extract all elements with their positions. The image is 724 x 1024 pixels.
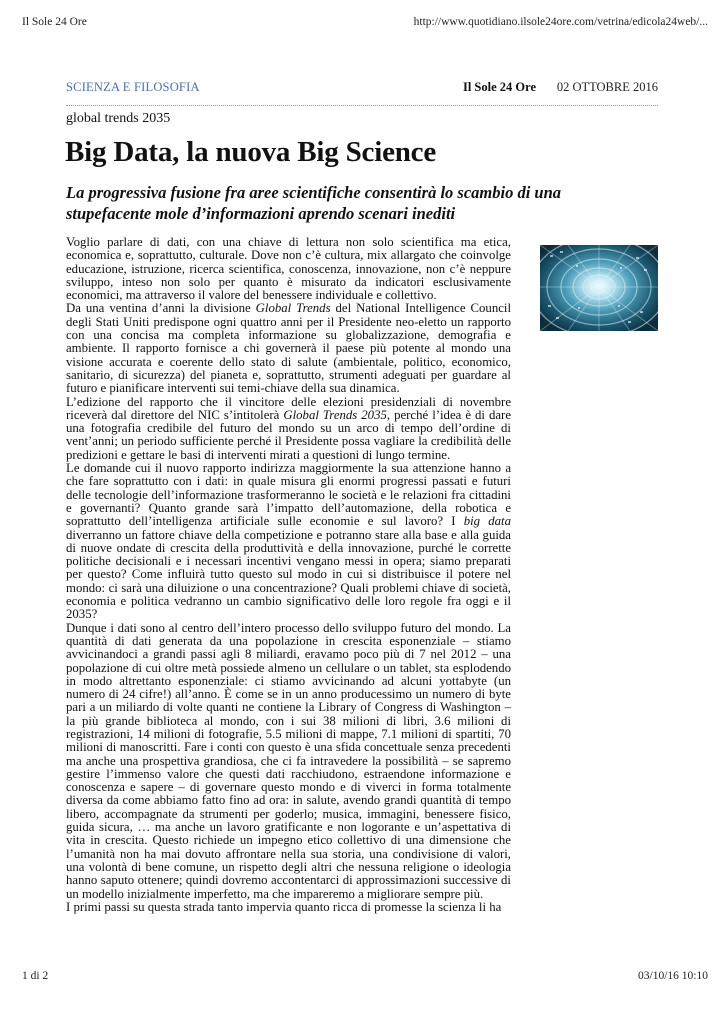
newspaper-name: Il Sole 24 Ore — [462, 80, 536, 94]
browser-url[interactable]: http://www.quotidiano.ilsole24ore.com/vetrina/edicola24web/... — [413, 16, 708, 28]
paragraph-2: Da una ventina d’anni la divisione Global Trends del National Intelligence Council degli Stati Uniti predispone ogni quattro anni per il Presidente neo-eletto un rapporto con una concisa ma completa informazione su globalizzazione, demografia e ambiente. Il rapporto fornisce a chi governerà il paese più potente al mondo una visione accurata e coerente dello stato di salute (ambientale, politico, economico, sanitario, di sicurezza) del pianeta e, soprattutto, strumenti adeguati per guardare al futuro e pianificare interventi sui temi-chiave della sua dinamica. — [66, 301, 512, 396]
paragraph-4: Le domande cui il nuovo rapporto indirizza maggiormente la sua attenzione hanno a che fare soprattutto con i dati: in quale misura gli enormi progressi passati e futuri delle tecnologie dell’informazione trasformeranno le società e le relazioni fra cittadini e governanti? Quanto grande sarà l’impatto dell’automazione, della robotica e soprattutto dell’intelligenza artificiale sulle economie e sul lavoro? I big data diverranno un fattore chiave della competizione e potranno stare alla base e alla guida di nuove ondate di crescita della produttività e della innovazione, purché le corrette politiche decisionali e i necessari incentivi vengano messi in opera; siamo preparati per questo? Come influirà tutto questo sul modo in cui si distribuisce il potere nel mondo: ci sarà una diluizione o una concentrazione? Quali problemi chiave di società, economia e politica vedranno un cambio significativo delle loro regole fra oggi e il 2035? — [66, 461, 511, 622]
data-tunnel-image — [540, 245, 658, 331]
masthead — [66, 80, 658, 106]
page-counter: 1 di 2 — [22, 970, 49, 982]
section-label: SCIENZA E FILOSOFIA — [66, 80, 200, 94]
paragraph-5: Dunque i dati sono al centro dell’intero processo dello sviluppo futuro del mondo. La quantità di dati generata da una popolazione in crescita esponenziale – stiamo avvicinandoci a grandi passi agli 8 miliardi, eravamo poco più di 7 nel 2012 – una popolazione di cui oltre metà possiede almeno un cellulare o un tablet, sta esplodendo in modo altrettanto esponenziale: ci stiamo avvicinando ad alcuni yottabyte (un numero di 24 cifre!) all’anno. È come se in un anno producessimo un numero di byte pari a un miliardo di volte quanti ne contiene la Library of Congress di Washington – la più grande biblioteca al mondo, con i sui 38 milioni di libri, 3.6 milioni di registrazioni, 14 milioni di fotografie, 5.5 milioni di mappe, 7.1 milioni di spartiti, 70 milioni di manoscritti. Fare i conti con questo è una sfida concettuale senza precedenti ma anche una prospettiva grandiosa, che ci fa intravedere la possibilità – se sapremo gestire l’immenso valore che questi dati racchiudono, estraendone informazione e conoscenza e sapere – di governare questo mondo e di viverci in forma totalmente diversa da come abbiamo fatto fino ad ora: in salute, avendo grandi quantità di tempo libero, accompagnate da strumenti per goderlo; musica, immagini, benessere fisico, guida sicura, … ma anche un lavoro gratificante e non logorante e un’aspettativa di vita in crescita. Questo richiede un impegno etico collettivo di una dimensione che l’umanità non ha mai dovuto affrontare nella sua storia, una condivisione di valori, una volontà di bene comune, un rispetto degli altri che nessuna religione o ideologia hanno saputo ottenere; quindi dovremo accontentarci di approssimazioni successive di un modello inizialmente imperfetto, ma che impareremo a migliorare sempre più. — [66, 620, 511, 901]
browser-page-title: Il Sole 24 Ore — [22, 16, 87, 28]
print-header — [22, 16, 708, 32]
paragraph-6: I primi passi su questa strada tanto impervia quanto ricca di promesse la scienza li ha — [66, 899, 502, 914]
paragraph-3: L’edizione del rapporto che il vincitore delle elezioni presidenziali di novembre riceverà dal direttore del NIC s’intitolerà Global Trends 2035, perché l’idea è di dare una fotografia credibile del futuro del mondo su un arco di tempo dell’ordine di vent’anni; un periodo sufficiente perché il Presidente possa vagliare la credibilità delle predizioni e gettare le basi di interventi mirati a questioni di lungo termine. — [66, 394, 511, 462]
paragraph-1: Voglio parlare di dati, con una chiave di lettura non solo scientifica ma etica, economica e, soprattutto, culturale. Dove non c’è cultura, mix allargato che coinvolge educazione, istruzione, ricerca scientifica, conoscenza, innovazione, non c’è neppure sviluppo, inteso non solo per quanto è misurato da indicatori esclusivamente economici, ma attraverso il valore del benessere individuale e collettivo. — [66, 235, 511, 303]
article-headline: Big Data, la nuova Big Science — [65, 136, 437, 168]
article-subhead: La progressiva fusione fra aree scientifiche consentirà lo scambio di una stupefacente mole d’informazioni aprendo scenari inediti — [66, 183, 561, 223]
print-timestamp: 03/10/16 10:10 — [638, 970, 708, 982]
article-kicker: global trends 2035 — [66, 111, 171, 126]
print-footer — [22, 970, 708, 986]
article-body — [66, 236, 511, 914]
publication-date: 02 OTTOBRE 2016 — [556, 80, 658, 94]
